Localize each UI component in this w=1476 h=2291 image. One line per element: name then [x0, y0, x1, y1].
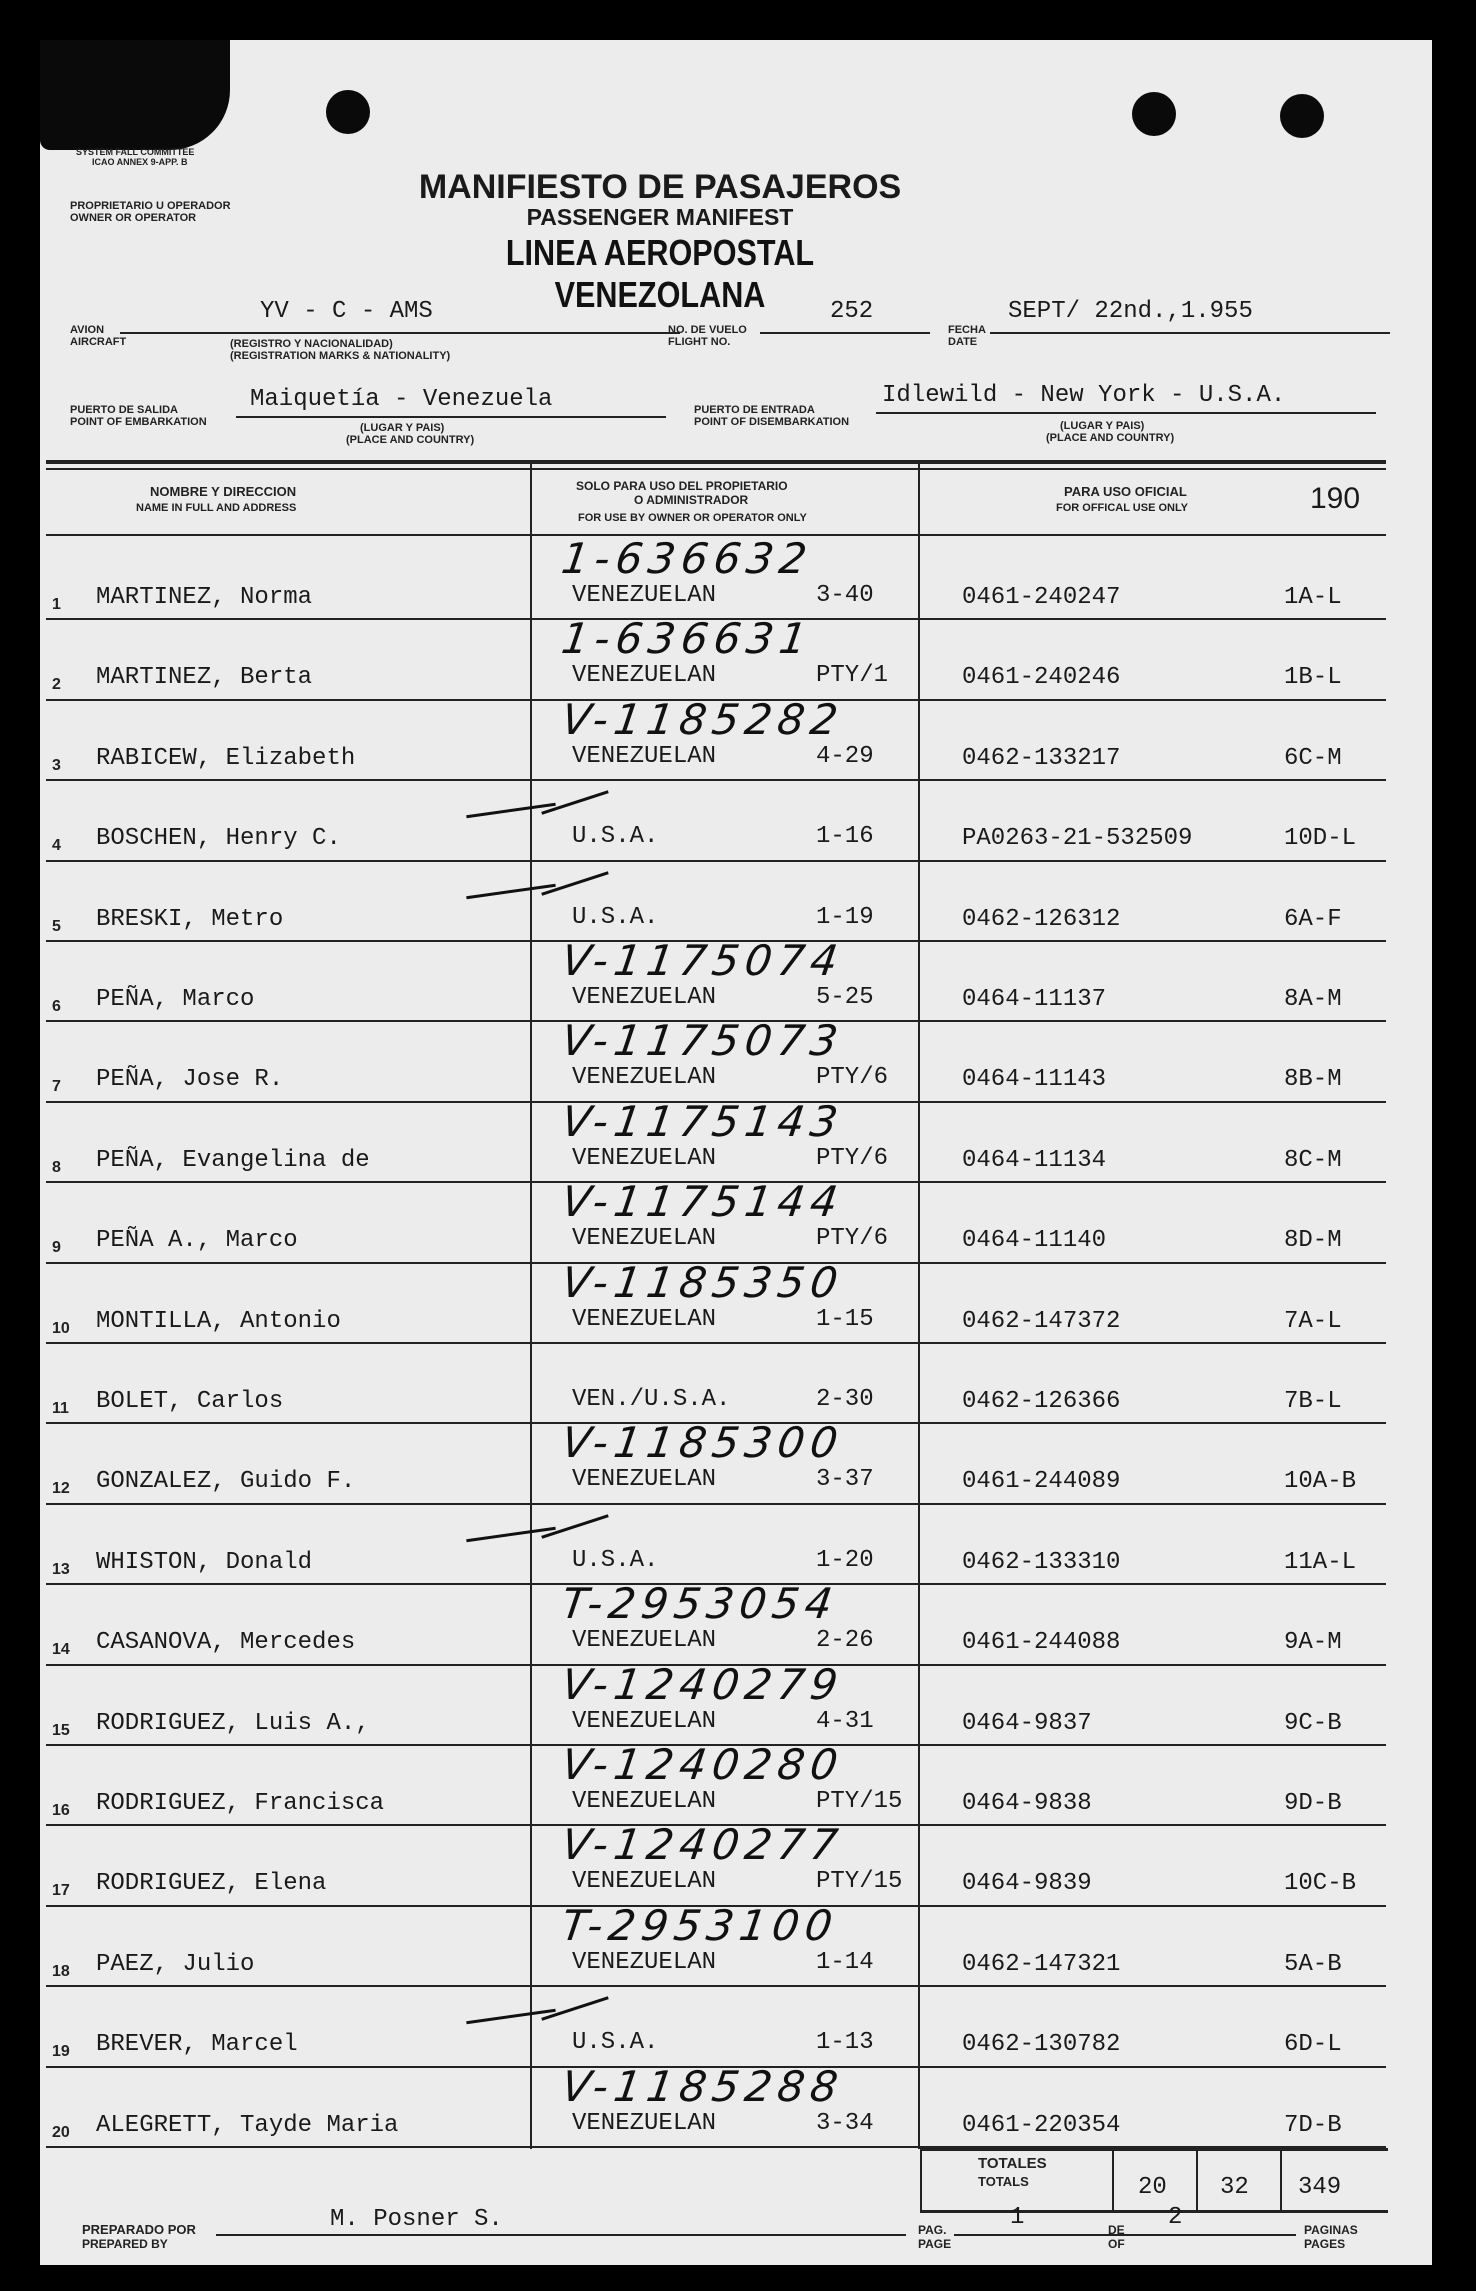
row-number: 6 [52, 998, 61, 1015]
row-number: 10 [52, 1319, 70, 1337]
page-label-en: PAGE [918, 2237, 952, 2251]
owner-code: 1-20 [816, 1546, 874, 1574]
prepared-by-value: M. Posner S. [330, 2206, 503, 2233]
row-separator [46, 1503, 1386, 1505]
of-label-en: OF [1108, 2237, 1125, 2251]
handwritten-passport-no: V-1185282 [558, 694, 847, 744]
col-official-es: PARA USO OFICIAL [1064, 484, 1187, 499]
departure-underline [236, 416, 666, 418]
passenger-name: CASANOVA, Mercedes [96, 1629, 356, 1657]
arrival-value: Idlewild - New York - U.S.A. [882, 382, 1286, 409]
owner-label-es: PROPRIETARIO U OPERADOR [70, 200, 231, 212]
pages-label-en: PAGES [1304, 2237, 1346, 2251]
date-label-en: DATE [948, 336, 978, 348]
nationality: U.S.A. [572, 2029, 659, 2057]
totals-top-rule [920, 2148, 1388, 2151]
col-owner-es-2: O ADMINISTRADOR [634, 493, 749, 507]
row-number: 5 [52, 917, 61, 935]
seat-code: 10A-B [1284, 1468, 1357, 1496]
ticket-number: 0464-11143 [962, 1066, 1107, 1094]
seat-code: 9D-B [1284, 1790, 1342, 1817]
passenger-name: MARTINEZ, Berta [96, 664, 313, 692]
row-number: 15 [52, 1721, 70, 1739]
handwritten-passport-no: 1-636631 [558, 614, 816, 664]
ticket-number: 0462-133217 [962, 744, 1121, 772]
page-value: 1 [1010, 2204, 1025, 2231]
passenger-name: BOSCHEN, Henry C. [96, 825, 341, 853]
row-number: 16 [52, 1802, 70, 1819]
totals-divider-1 [1112, 2148, 1114, 2212]
ticket-number: 0464-11134 [962, 1146, 1107, 1174]
ticket-number: 0464-11140 [962, 1227, 1107, 1255]
nationality: VENEZUELAN [572, 1466, 717, 1494]
row-number: 20 [52, 2123, 70, 2141]
passenger-name: PAEZ, Julio [96, 1950, 255, 1978]
seat-code: 1A-L [1284, 584, 1342, 611]
owner-code: PTY/6 [816, 1064, 889, 1092]
flight-no-underline [760, 332, 930, 334]
date-value: SEPT/ 22nd.,1.955 [1008, 298, 1253, 325]
nationality: VENEZUELAN [572, 1788, 717, 1815]
nationality: U.S.A. [572, 1546, 659, 1574]
prepared-label-es: PREPARADO POR [82, 2222, 196, 2237]
departure-place-es: (LUGAR Y PAIS) [360, 422, 445, 434]
owner-code: 5-25 [816, 984, 874, 1011]
ticket-number: 0461-244088 [962, 1629, 1121, 1657]
page-ref-number: 190 [1310, 482, 1361, 515]
arrival-place-en: (PLACE AND COUNTRY) [1046, 432, 1175, 444]
aircraft-label-en: AIRCRAFT [70, 336, 127, 348]
seat-code: 10C-B [1284, 1870, 1357, 1898]
nationality: VENEZUELAN [572, 1064, 717, 1092]
totals-value-2: 32 [1220, 2174, 1249, 2201]
arrival-label-es: PUERTO DE ENTRADA [694, 404, 815, 416]
row-number: 18 [52, 1962, 70, 1980]
registration-label-es: (REGISTRO Y NACIONALIDAD) [230, 338, 393, 350]
row-number: 3 [52, 756, 61, 774]
nationality: VENEZUELAN [572, 984, 717, 1011]
handwritten-passport-no: V-1175073 [558, 1016, 847, 1066]
passenger-name: PEÑA, Evangelina de [96, 1146, 370, 1174]
seat-code: 7D-B [1284, 2111, 1342, 2139]
nationality: VENEZUELAN [572, 1144, 717, 1172]
nationality: VENEZUELAN [572, 582, 717, 609]
airline-name: LINEA AEROPOSTAL VENEZOLANA [505, 232, 815, 315]
passenger-name: RABICEW, Elizabeth [96, 744, 356, 772]
date-underline [990, 332, 1390, 334]
handwritten-passport-no: T-2953100 [558, 1900, 842, 1950]
handwritten-passport-no: 1-636632 [558, 534, 816, 583]
passenger-name: PEÑA, Jose R. [96, 1066, 284, 1094]
ink-blot [40, 40, 230, 150]
row-number: 4 [52, 837, 61, 855]
nationality: VEN./U.S.A. [572, 1386, 731, 1413]
punch-hole-left [326, 90, 370, 134]
handwritten-passport-no: V-1240280 [558, 1740, 847, 1789]
totals-label-en: TOTALS [978, 2174, 1029, 2189]
aircraft-underline [120, 332, 680, 334]
ticket-number: 0462-133310 [962, 1548, 1121, 1576]
passenger-name: WHISTON, Donald [96, 1548, 313, 1576]
ticket-number: 0462-147372 [962, 1307, 1121, 1335]
nationality: VENEZUELAN [572, 1627, 717, 1655]
owner-code: 4-29 [816, 742, 874, 770]
page-label-es: PAG. [918, 2223, 947, 2237]
col-name-en: NAME IN FULL AND ADDRESS [136, 502, 297, 514]
nationality: U.S.A. [572, 823, 659, 851]
handwritten-passport-no: T-2953054 [558, 1579, 842, 1629]
handwritten-passport-no: V-1175143 [558, 1096, 847, 1146]
owner-code: 1-14 [816, 1948, 874, 1976]
row-number: 7 [52, 1078, 61, 1096]
totals-divider-2 [1196, 2148, 1198, 2212]
ticket-number: 0462-130782 [962, 2031, 1121, 2059]
departure-value: Maiquetía - Venezuela [250, 386, 553, 413]
punch-hole-right [1280, 94, 1324, 138]
owner-label-en: OWNER OR OPERATOR [70, 212, 197, 224]
row-number: 9 [52, 1239, 61, 1257]
ticket-number: 0464-9839 [962, 1870, 1092, 1898]
arrival-label-en: POINT OF DISEMBARKATION [694, 416, 850, 428]
passenger-name: BOLET, Carlos [96, 1388, 284, 1415]
departure-label-es: PUERTO DE SALIDA [70, 404, 178, 416]
row-separator [46, 1342, 1386, 1344]
nationality: VENEZUELAN [572, 742, 717, 770]
owner-code: 1-16 [816, 823, 874, 851]
col-owner-en: FOR USE BY OWNER OR OPERATOR ONLY [578, 512, 807, 524]
passenger-name: GONZALEZ, Guido F. [96, 1468, 356, 1496]
table-top-rule-2 [46, 468, 1386, 470]
ticket-number: PA0263-21-532509 [962, 825, 1193, 853]
seat-code: 9C-B [1284, 1709, 1342, 1737]
handwritten-passport-no: V-1185300 [558, 1418, 847, 1468]
ticket-number: 0462-126366 [962, 1388, 1121, 1415]
ticket-number: 0461-220354 [962, 2111, 1121, 2139]
departure-place-en: (PLACE AND COUNTRY) [346, 434, 475, 446]
row-number: 19 [52, 2043, 70, 2061]
row-number: 11 [52, 1400, 69, 1417]
passenger-name: RODRIGUEZ, Luis A., [96, 1709, 370, 1737]
handwritten-passport-no: V-1185288 [558, 2061, 847, 2111]
seat-code: 7A-L [1284, 1307, 1342, 1335]
nationality: VENEZUELAN [572, 662, 717, 690]
row-number: 12 [52, 1480, 70, 1498]
passenger-name: MARTINEZ, Norma [96, 584, 313, 611]
passenger-name: ALEGRETT, Tayde Maria [96, 2111, 399, 2139]
nationality: VENEZUELAN [572, 2109, 717, 2137]
owner-code: PTY/15 [816, 1788, 903, 1815]
row-number: 2 [52, 676, 61, 694]
prepared-underline [216, 2234, 906, 2236]
handwritten-passport-no: V-1185350 [558, 1257, 847, 1307]
manifest-sheet [40, 40, 1432, 2265]
committee-line-1: SYSTEM FALL COMMITTEE [76, 147, 195, 157]
passenger-name: MONTILLA, Antonio [96, 1307, 341, 1335]
aircraft-value: YV - C - AMS [260, 298, 433, 325]
seat-code: 6A-F [1284, 905, 1342, 933]
ticket-number: 0461-240246 [962, 664, 1121, 692]
ticket-number: 0464-9838 [962, 1790, 1092, 1817]
ticket-number: 0462-126312 [962, 905, 1121, 933]
owner-code: 2-26 [816, 1627, 874, 1655]
nationality: VENEZUELAN [572, 1868, 717, 1896]
row-number: 8 [52, 1158, 61, 1176]
aircraft-label-es: AVION [70, 324, 105, 336]
row-number: 1 [52, 596, 61, 613]
col-official-en: FOR OFFICAL USE ONLY [1056, 502, 1189, 514]
handwritten-passport-no: V-1240279 [558, 1659, 847, 1709]
owner-code: 2-30 [816, 1386, 874, 1413]
owner-code: 4-31 [816, 1707, 874, 1735]
seat-code: 9A-M [1284, 1629, 1342, 1657]
seat-code: 8B-M [1284, 1066, 1342, 1094]
seat-code: 7B-L [1284, 1388, 1342, 1415]
passenger-name: RODRIGUEZ, Elena [96, 1870, 327, 1898]
owner-code: 1-13 [816, 2029, 874, 2057]
column-divider-1 [530, 464, 532, 2149]
passenger-name: PEÑA A., Marco [96, 1227, 298, 1255]
prepared-label-en: PREPARED BY [82, 2237, 168, 2251]
nationality: VENEZUELAN [572, 1225, 717, 1253]
seat-code: 8A-M [1284, 986, 1342, 1013]
departure-label-en: POINT OF EMBARKATION [70, 416, 207, 428]
owner-code: 1-19 [816, 903, 874, 931]
flight-no-value: 252 [830, 298, 874, 325]
col-name-es: NOMBRE Y DIRECCION [150, 484, 297, 499]
row-number: 14 [52, 1641, 70, 1659]
owner-code: PTY/15 [816, 1868, 903, 1896]
pages-total-value: 2 [1168, 2204, 1183, 2231]
totals-label-es: TOTALES [978, 2155, 1047, 2172]
owner-code: 3-37 [816, 1466, 874, 1494]
flight-no-label-es: NO. DE VUELO [668, 324, 747, 336]
seat-code: 6C-M [1284, 744, 1342, 772]
ticket-number: 0461-240247 [962, 584, 1121, 611]
owner-code: PTY/1 [816, 662, 889, 690]
nationality: U.S.A. [572, 903, 659, 931]
ticket-number: 0464-11137 [962, 986, 1107, 1013]
passenger-name: RODRIGUEZ, Francisca [96, 1790, 385, 1817]
punch-hole-center [1132, 92, 1176, 136]
seat-code: 6D-L [1284, 2031, 1342, 2059]
col-owner-es-1: SOLO PARA USO DEL PROPIETARIO [576, 479, 788, 493]
column-divider-2 [918, 464, 920, 2149]
totals-divider-0 [920, 2148, 922, 2212]
handwritten-passport-no: V-1175144 [558, 1177, 847, 1227]
row-number: 17 [52, 1882, 70, 1900]
ticket-number: 0464-9837 [962, 1709, 1092, 1737]
arrival-place-es: (LUGAR Y PAIS) [1060, 420, 1145, 432]
of-label-es: DE [1108, 2223, 1125, 2237]
totals-divider-3 [1280, 2148, 1282, 2212]
title-es: MANIFIESTO DE PASAJEROS [418, 168, 902, 206]
row-separator [46, 779, 1386, 781]
totals-bottom-rule [920, 2210, 1388, 2213]
ticket-number: 0462-147321 [962, 1950, 1121, 1978]
cross-mark [466, 883, 556, 898]
owner-code: 3-34 [816, 2109, 874, 2137]
committee-line-2: ICAO ANNEX 9-APP. B [92, 157, 188, 167]
ticket-number: 0461-244089 [962, 1468, 1121, 1496]
title-en: PASSENGER MANIFEST [526, 204, 794, 230]
pages-label-es: PAGINAS [1304, 2223, 1358, 2237]
flight-no-label-en: FLIGHT NO. [668, 336, 731, 348]
nationality: VENEZUELAN [572, 1948, 717, 1976]
seat-code: 1B-L [1284, 664, 1342, 692]
seat-code: 8C-M [1284, 1146, 1342, 1174]
passenger-name: PEÑA, Marco [96, 986, 255, 1013]
row-separator [46, 860, 1386, 862]
totals-value-3: 349 [1298, 2174, 1342, 2201]
seat-code: 11A-L [1284, 1548, 1357, 1576]
nationality: VENEZUELAN [572, 1707, 717, 1735]
pages-underline [1136, 2234, 1296, 2236]
owner-code: PTY/6 [816, 1144, 889, 1172]
seat-code: 8D-M [1284, 1227, 1342, 1255]
table-top-rule [46, 460, 1386, 464]
row-separator [46, 1985, 1386, 1987]
nationality: VENEZUELAN [572, 1305, 717, 1333]
owner-code: PTY/6 [816, 1225, 889, 1253]
owner-code: 3-40 [816, 582, 874, 609]
registration-label-en: (REGISTRATION MARKS & NATIONALITY) [230, 350, 451, 362]
row-number: 13 [52, 1560, 70, 1578]
totals-value-1: 20 [1138, 2174, 1167, 2201]
handwritten-passport-no: V-1240277 [558, 1820, 847, 1870]
owner-code: 1-15 [816, 1305, 874, 1333]
seat-code: 5A-B [1284, 1950, 1342, 1978]
arrival-underline [876, 412, 1376, 414]
cross-mark [541, 871, 609, 895]
passenger-name: BREVER, Marcel [96, 2031, 298, 2059]
handwritten-passport-no: V-1175074 [558, 936, 847, 985]
passenger-name: BRESKI, Metro [96, 905, 284, 933]
seat-code: 10D-L [1284, 825, 1357, 853]
date-label-es: FECHA [948, 324, 986, 336]
